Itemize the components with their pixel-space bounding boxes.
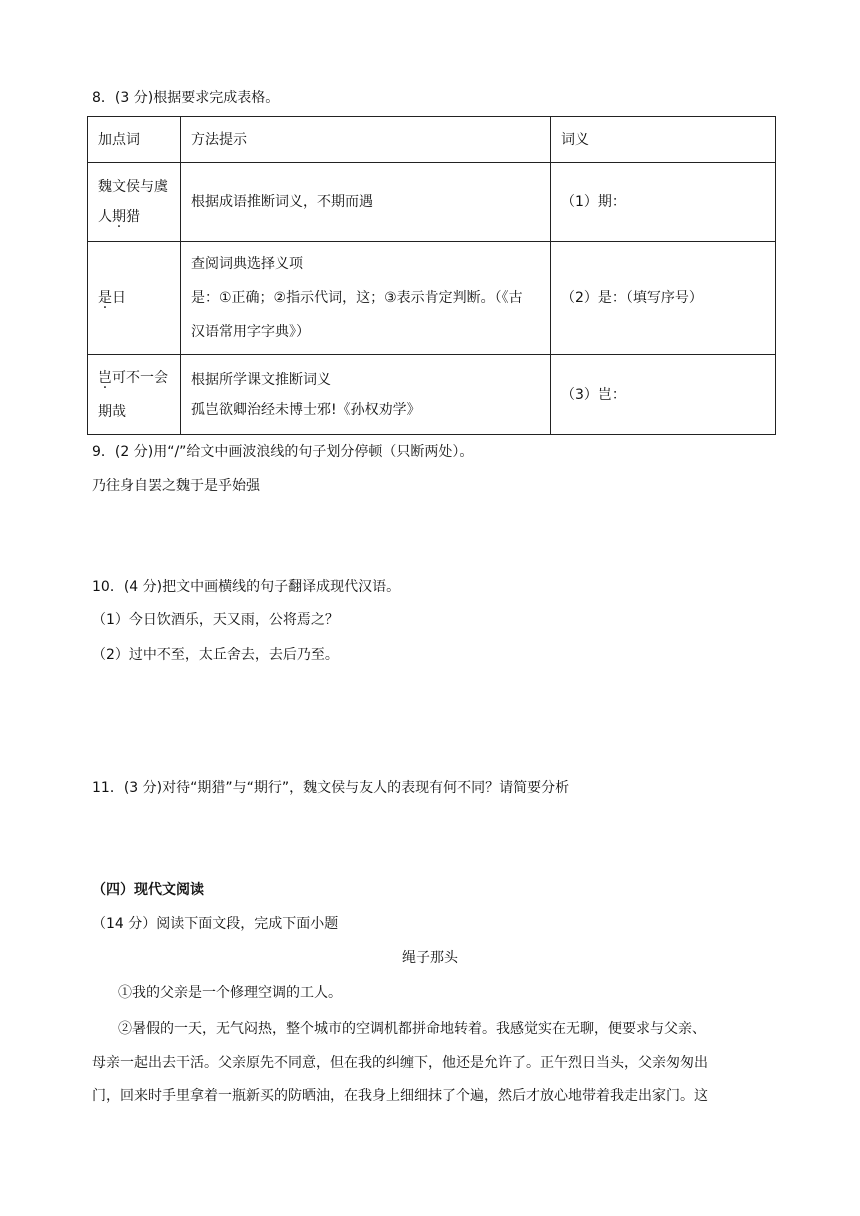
method-cell: 根据所学课文推断词义 孤岂欲卿治经未博士邪!《孙权劝学》: [181, 355, 551, 435]
passage-paragraph: ②暑假的一天，无气闷热，整个城市的空调机都拼命地转着。我感觉实在无聊，便要求与父亲、: [118, 1021, 706, 1037]
method-cell: 根据成语推断词义，不期而遇: [181, 163, 551, 242]
table-row: [88, 163, 776, 242]
q9-title: 9．(2 分)用“/”给文中画波浪线的句子划分停顿（只断两处）。: [92, 444, 474, 460]
q9-sentence: 乃往身自罢之魏于是乎始强: [92, 478, 260, 494]
q10-title: 10．(4 分)把文中画横线的句子翻译成现代汉语。: [92, 579, 401, 595]
word-cell: 魏文侯与虞人期猎: [88, 163, 181, 242]
q10-item: （2）过中不至，太丘舍去，去后乃至。: [92, 647, 339, 663]
meaning-cell: （1）期：: [551, 163, 776, 242]
section-heading: （四）现代文阅读: [92, 882, 204, 898]
table-row: [88, 242, 776, 355]
header-cell: 方法提示: [181, 117, 551, 163]
passage-paragraph: ①我的父亲是一个修理空调的工人。: [118, 985, 342, 1001]
word-cell: 是日: [88, 242, 181, 355]
header-cell: 词义: [551, 117, 776, 163]
passage-paragraph: 母亲一起出去干活。父亲原先不同意，但在我的纠缠下，他还是允许了。正午烈日当头，父亲匆匆出: [92, 1055, 708, 1071]
header-cell: 加点词: [88, 117, 181, 163]
q8-title: 8．(3 分)根据要求完成表格。: [92, 90, 280, 106]
q10-item: （1）今日饮酒乐，天又雨，公将焉之？: [92, 612, 339, 628]
q8-table: [87, 116, 776, 435]
section-instruction: （14 分）阅读下面文段，完成下面小题: [92, 916, 339, 932]
passage-paragraph: 门，回来时手里拿着一瓶新买的防晒油，在我身上细细抹了个遍，然后才放心地带着我走出家门。这: [92, 1088, 708, 1104]
dotted-char: 期: [112, 209, 126, 225]
q11-title: 11．(3 分)对待“期猎”与“期行”，魏文侯与友人的表现有何不同？请简要分析: [92, 780, 570, 796]
dotted-char: 岂: [98, 369, 112, 386]
word-cell: 岂可不一会期哉: [88, 355, 181, 435]
dotted-char: 是: [98, 290, 112, 306]
table-header-row: [88, 117, 776, 163]
table-row: [88, 355, 776, 435]
method-cell: 查阅词典选择义项 是：①正确；②指示代词，这；③表示肯定判断。（《古 汉语常用字字典》）: [181, 242, 551, 355]
meaning-cell: （3）岂：: [551, 355, 776, 435]
meaning-cell: （2）是：（填写序号）: [551, 242, 776, 355]
passage-title: 绳子那头: [402, 950, 458, 966]
